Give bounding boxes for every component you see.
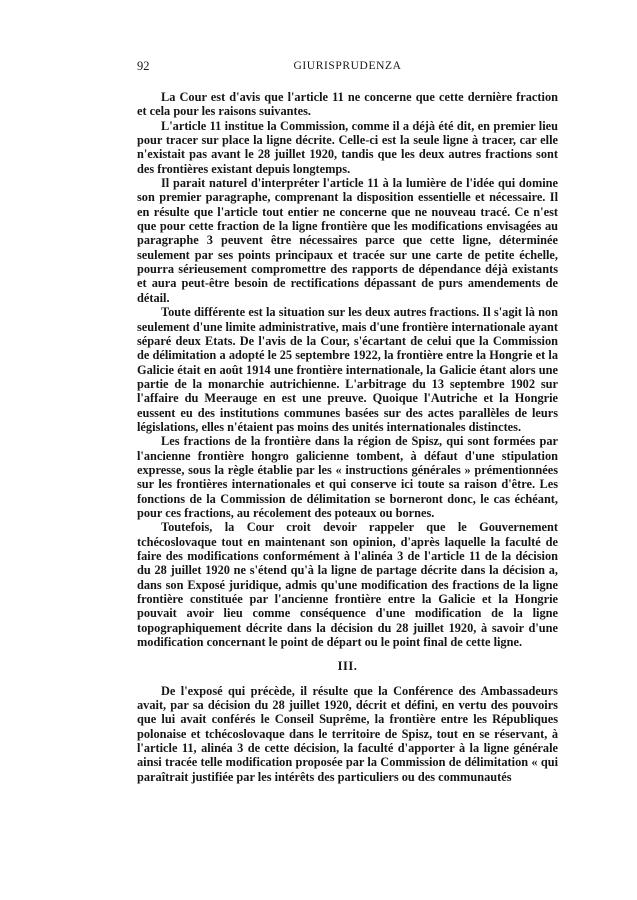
paragraph-final: De l'exposé qui précède, il résulte que la Conférence des Ambassadeurs avait, par sa décision du 28 juillet 1920, décrit et défini, en vertu des pouvoirs que lui avait conférés le Conseil Suprême, la frontière entre les Républiques polonaise et tchécoslovaque dans le territoire de Spisz, tout en se réservant, à l'article 11, alinéa 3 de cette décision, la faculté d'apporter à la ligne générale ainsi tracée telle modification proposée par la Commission de délimitation « qui paraîtrait justifiée par les intérêts des particuliers ou des communautés [137,683,558,784]
body-text [137,90,558,784]
page-header [137,58,558,74]
paragraph-2: L'article 11 institue la Commission, comme il a déjà été dit, en premier lieu pour tracer sur place la ligne décrite. Celle-ci est la seule ligne à tracer, car elle n'existait pas avant le 28 juillet 1920, tandis que les deux autres fractions sont des frontières existant depuis longtemps. [137,118,558,176]
running-title: GIURISPRUDENZA [293,60,402,72]
page-number: 92 [137,59,150,73]
paragraph-6: Toutefois, la Cour croit devoir rappeler que le Gouvernement tchécoslovaque tout en maintenant son opinion, d'après laquelle la faculté de faire des modifications conformément à l'alinéa 3 de l'article 11 de la décision du 28 juillet 1920 ne s'étend qu'à la ligne de partage décrite dans la décision a, dans son Exposé juridique, admis qu'une modification des fractions de la ligne frontière constituée par l'ancienne frontière entre la Galicie et la Hongrie pouvait avoir lieu comme conséquence d'une modification de la ligne topographiquement décrite dans la décision du 28 juillet 1920, à savoir d'une modification concernant le point de départ ou le point final de cette ligne. [137,520,558,650]
paragraph-3: Il parait naturel d'interpréter l'article 11 à la lumière de l'idée qui domine son premier paragraphe, comprenant la disposition essentielle et nécessaire. Il en résulte que l'article tout entier ne concerne que ne nouveau tracé. Ce n'est que pour cette fraction de la ligne frontière que les modifications envisagées au paragraphe 3 peuvent être nécessaires parce que cette ligne, déterminée seulement par ses points principaux et tracée sur une carte de petite échelle, pourra sérieusement compromettre des rapports de dépendance déjà existants et aura peut-être besoin de rectifications dépassant de purs amendements de détail. [137,176,558,305]
paragraph-5: Les fractions de la frontière dans la région de Spisz, qui sont formées par l'ancienne frontière hongro galicienne tombent, à défaut d'une stipulation expresse, sous la règle établie par les « instructions générales » prémentionnées sur les frontières internationales et qui conserve ici toute sa raison d'être. Les fonctions de la Commission de délimitation se borneront donc, le cas échéant, pour ces fractions, au récolement des poteaux ou bornes. [137,434,558,520]
section-heading: III. [337,659,358,674]
paragraph-1: La Cour est d'avis que l'article 11 ne concerne que cette dernière fraction et cela pour les raisons suivantes. [137,90,558,119]
paragraph-4: Toute différente est la situation sur les deux autres fractions. Il s'agit là non seulement d'une limite administrative, mais d'une frontière internationale ayant séparé deux Etats. De l'avis de la Cour, s'écartant de celui que la Commission de délimitation a adopté le 25 septembre 1922, la frontière entre la Hongrie et la Galicie était en août 1914 une frontière internationale, la Galicie étant alors une partie de la monarchie autrichienne. L'arbitrage du 13 septembre 1902 sur l'affaire du Meerauge en est une preuve. Quoique l'Autriche et la Hongrie eussent eu des institutions communes basées sur des actes parallèles de leurs législations, elles n'étaient pas moins des unités internationales distinctes. [137,305,558,434]
